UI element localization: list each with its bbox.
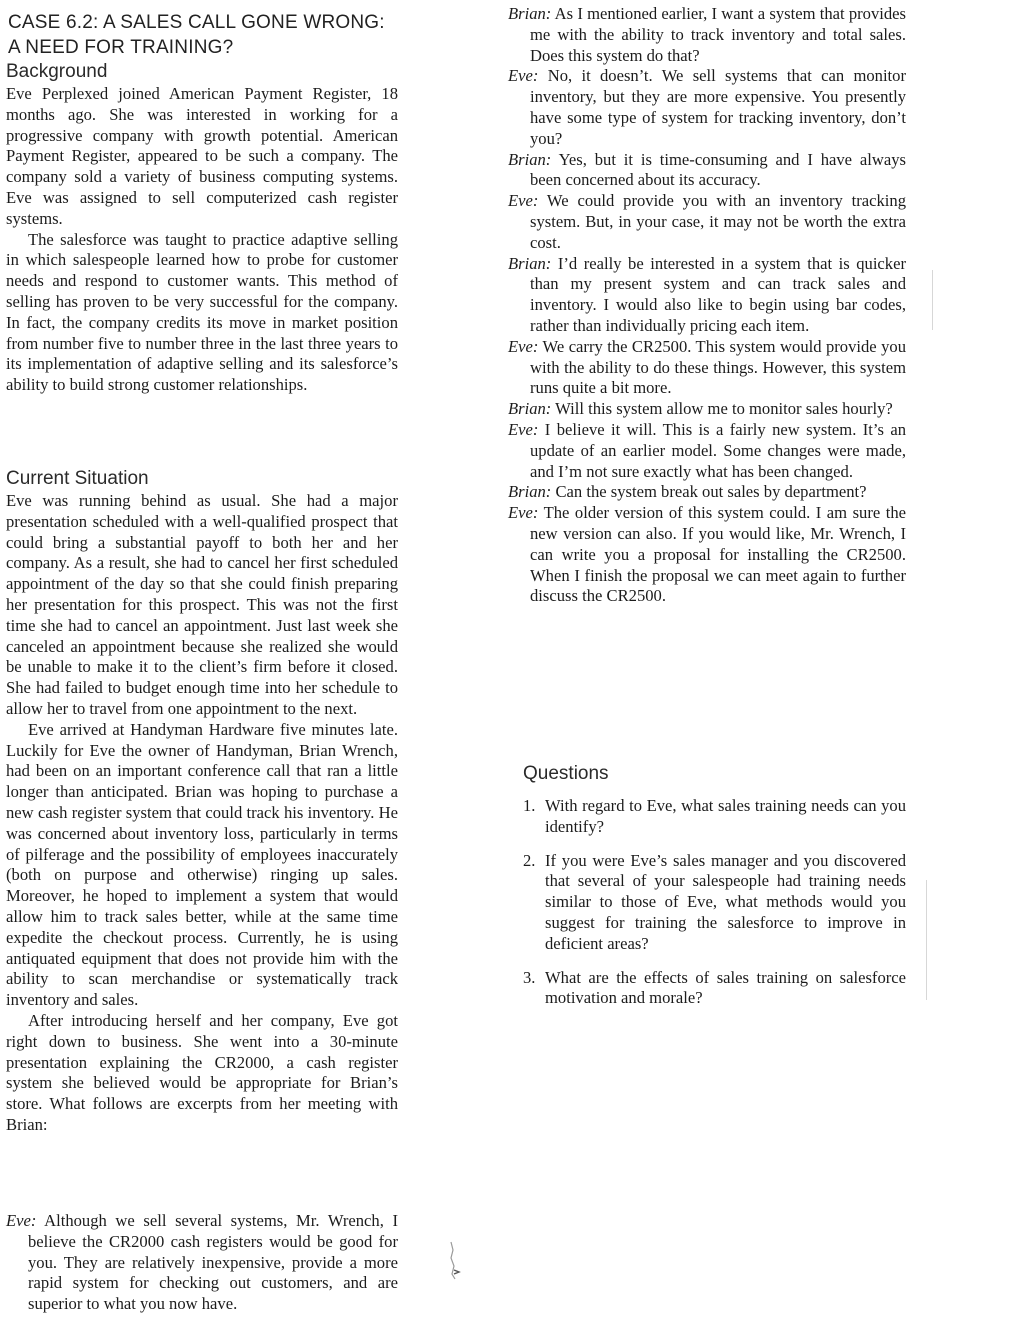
background-paragraph-2: The salesforce was taught to practice adaptive selling in which salespeople learned how to probe for customer needs and respond to customer wants. This method of selling has proven to be very successful for the company. In fact, the company credits its move in market position from number five to number three in the last three years to its implementation of adaptive selling and its salesforce’s ability to build strong customer relationships. — [6, 229, 398, 395]
speaker-label: Eve: — [508, 336, 539, 356]
question-item — [523, 851, 906, 955]
speaker-label: Eve: — [508, 191, 539, 211]
dialogue-line — [508, 482, 906, 503]
dialogue-line — [508, 503, 906, 607]
dialogue-line — [508, 337, 906, 399]
dialogue-text: Yes, but it is time-consuming and I have always been concerned about its accuracy. — [530, 149, 906, 190]
speaker-label: Brian: — [508, 399, 552, 419]
speaker-label: Eve: — [508, 419, 539, 439]
dialogue-line — [508, 399, 906, 420]
situation-paragraph-3: After introducing herself and her company, Eve got right down to business. She went into a 30-minute presentation explaining the CR2000, a cash register system she believed would be appropriate for Brian’s store. What follows are excerpts from her meeting with Brian: — [6, 1010, 398, 1134]
background-section — [6, 60, 398, 396]
situation-paragraph-2: Eve arrived at Handyman Hardware five minutes late. Luckily for Eve the owner of Handyman, Brian Wrench, had been on an important conference call that ran a little longer than anticipated. Brian was hoping to purchase a new cash register system that could track his inventory. He was concerned about inventory loss, particularly in terms of pilferage and the possibility of employees inaccurately (both on purpose and otherwise) ringing up sales. Moreover, he hoped to implement a system that would allow him to track sales better, while at the same time expedite the checkout process. Currently, he is using antiquated equipment that does not provide him with the ability to scan merchandise or systematically track inventory and sales. — [6, 719, 398, 1010]
speaker-label: Brian: — [508, 149, 552, 169]
speaker-label: Brian: — [508, 253, 552, 273]
dialogue-line — [508, 254, 906, 337]
questions-list — [508, 796, 906, 1009]
dialogue-text: Will this system allow me to monitor sales hourly? — [551, 399, 893, 419]
dialogue-text: The older version of this system could. I am sure the new version can also. If you would like, Mr. Wrench, I can write you a proposal for installing the CR2500. When I finish the proposal we can meet again to further discuss the CR2500. — [530, 503, 906, 606]
situation-paragraph-1: Eve was running behind as usual. She had a major presentation scheduled with a well-qualified prospect that could bring a substantial payoff to both her and her company. As a result, she had to cancel her first scheduled appointment of the day so that she could finish preparing her presentation for this prospect. This was not the first time she had to cancel an appointment. Just last week she canceled an appointment because she realized she would be unable to make it to the client’s firm before it closed. She had failed to budget enough time into her schedule to allow her to travel from one appointment to the next. — [6, 491, 398, 718]
speaker-label: Eve: — [508, 503, 539, 523]
scan-edge-line — [926, 880, 927, 1000]
speaker-label: Eve: — [6, 1211, 37, 1230]
background-heading: Background — [6, 61, 108, 82]
question-text: What are the effects of sales training on salesforce motivation and morale? — [545, 967, 906, 1008]
dialogue-text: Can the system break out sales by department? — [551, 482, 867, 502]
speaker-label: Eve: — [508, 66, 539, 86]
dialogue-line — [508, 420, 906, 482]
dialogue-left — [6, 1211, 398, 1315]
case-title: CASE 6.2: A SALES CALL GONE WRONG: A NEED FOR TRAINING? — [8, 12, 385, 58]
speaker-label: Brian: — [508, 4, 552, 23]
question-text: With regard to Eve, what sales training needs can you identify? — [545, 796, 906, 836]
dialogue-line — [508, 66, 906, 149]
background-paragraph-1: Eve Perplexed joined American Payment Register, 18 months ago. She was interested in working for a progressive company with growth potential. American Payment Register, appeared to be such a company. The company sold a variety of business computing systems. Eve was assigned to sell computerized cash register systems. — [6, 84, 398, 228]
dialogue-text: We could provide you with an inventory tracking system. But, in your case, it may not be worth the extra cost. — [530, 191, 906, 252]
question-number: 3. — [523, 967, 536, 987]
binding-mark-icon — [448, 1240, 462, 1280]
dialogue-line — [508, 4, 906, 66]
questions-section — [508, 762, 906, 1022]
current-situation-heading: Current Situation — [6, 468, 149, 489]
question-number: 2. — [523, 850, 536, 870]
dialogue-text: No, it doesn’t. We sell systems that can monitor inventory, but they are more expensive. You presently have some type of system for tracking inventory, don’t you? — [530, 66, 906, 148]
question-text: If you were Eve’s sales manager and you discovered that several of your salespeople had training needs similar to those of Eve, what methods would you suggest for training the salesforce to improve in deficient areas? — [545, 850, 906, 953]
questions-heading: Questions — [523, 763, 609, 784]
speaker-label: Brian: — [508, 482, 552, 502]
current-situation-section — [6, 467, 398, 1136]
dialogue-line — [6, 1211, 398, 1315]
question-number: 1. — [523, 796, 536, 815]
dialogue-text: As I mentioned earlier, I want a system that provides me with the ability to track inventory and total sales. Does this system do that? — [530, 4, 906, 65]
dialogue-text: We carry the CR2500. This system would provide you with the ability to do these things. However, this system runs quite a bit more. — [530, 336, 906, 398]
dialogue-line — [508, 150, 906, 192]
question-item — [523, 796, 906, 838]
dialogue-text: I’d really be interested in a system that is quicker than my present system and can track sales and inventory. I would also like to begin using bar codes, rather than individually pricing each item. — [530, 253, 906, 335]
question-item — [523, 968, 906, 1010]
dialogue-text: I believe it will. This is a fairly new system. It’s an update of an earlier model. Some changes were made, and I’m not sure exactly what has been changed. — [530, 419, 906, 481]
dialogue-right — [508, 4, 906, 607]
dialogue-line — [508, 191, 906, 253]
dialogue-text: Although we sell several systems, Mr. Wrench, I believe the CR2000 cash registers would be good for you. They are relatively inexpensive, provide a more rapid system for checking out customers, and are superior to what you now have. — [28, 1211, 398, 1314]
scan-edge-line — [932, 270, 933, 330]
